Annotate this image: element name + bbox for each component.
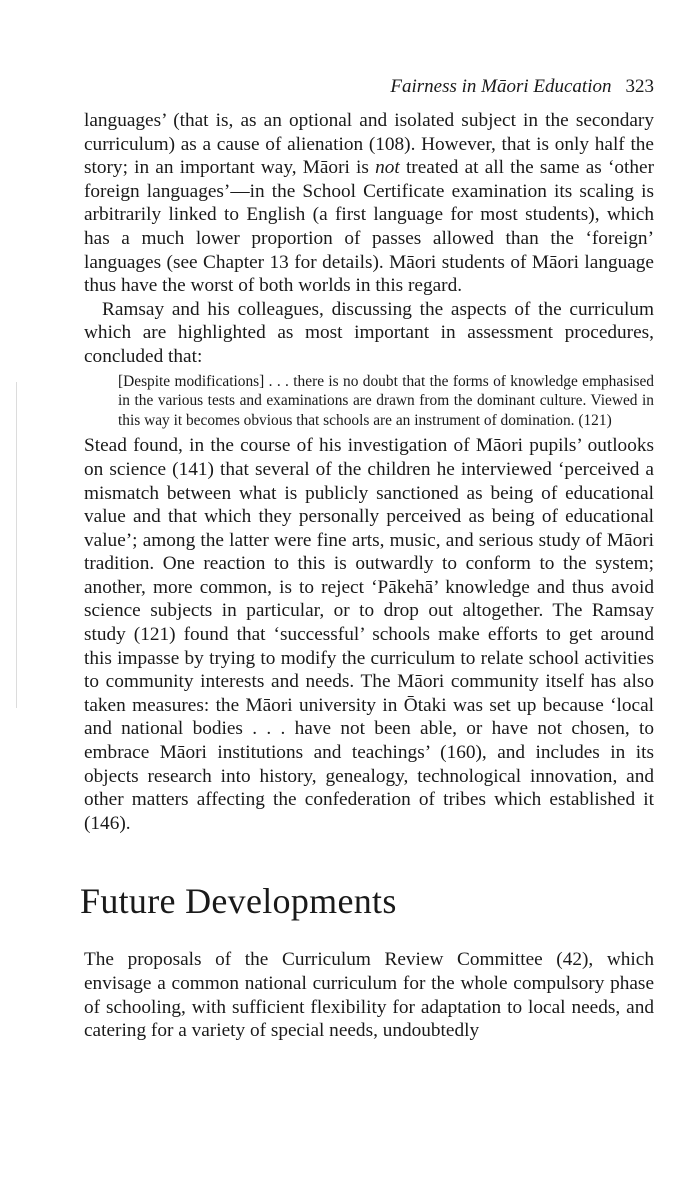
section-heading: Future Developments — [80, 881, 397, 922]
paragraph-1-text-start: languages’ (that is, as an optional and isolated subject in the secondary curriculum) as a cause of alienation (108). However, that is only half the story; in an important way, Māori is — [84, 110, 654, 179]
paragraph-curriculum-review: The proposals of the Curriculum Review Committee (42), which envisage a common national curriculum for the whole compulsory phase of schooling, with sufficient flexibility for adaptation to local needs, and catering for a variety of special needs, undoubtedly — [84, 949, 654, 1042]
block-quote: [Despite modifications] . . . there is no doubt that the forms of knowledge emphasised in the various tests and examinations are drawn from the dominant culture. Viewed in this way it becomes obvious that schools are an instrument of domination. (121) — [118, 372, 654, 429]
running-head-title: Fairness in Māori Education — [390, 76, 612, 97]
emphasis-not: not — [375, 157, 400, 179]
paragraph-1-text-end: treated at all the same as ‘other foreign languages’—in the School Certificate examination its scaling is arbitrarily linked to English (a first language for most students), which has a much lower proportion of passes allowed than the ‘foreign’ languages (see Chapter 13 for details). Māori students of Māori language thus have the worst of both worlds in this regard. — [84, 157, 655, 297]
paragraph-stead: Stead found, in the course of his investigation of Māori pupils’ outlooks on science (141) that several of the children he interviewed ‘perceived a mismatch between what is publicly sanctioned as being of educational value and that which they personally perceived as being of educational value’; among the latter were fine arts, music, and serious study of Māori tradition. One reaction to this is outwardly to conform to the system; another, more common, is to reject ‘Pākehā’ knowledge and thus avoid science subjects in particular, or to drop out altogether. The Ramsay study (121) found that ‘successful’ schools make efforts to get around this impasse by trying to modify the curriculum to relate school activities to community interests and needs. The Māori community itself has also taken measures: the Māori university in Ōtaki was set up because ‘local and national bodies . . . have not been able, or have not chosen, to embrace Māori institutions and teachings’ (160), and includes in its objects research into history, genealogy, technological innovation, and other matters affecting the confederation of tribes which established it (146). — [84, 435, 654, 834]
paragraph-ramsay: Ramsay and his colleagues, discussing the aspects of the curriculum which are highlighted as most important in assessment procedures, concluded that: — [84, 298, 654, 367]
margin-line — [16, 382, 17, 708]
running-head — [82, 76, 654, 98]
body-text — [80, 109, 655, 1043]
page-number: 323 — [625, 76, 654, 97]
paragraph-continuation — [84, 109, 654, 298]
